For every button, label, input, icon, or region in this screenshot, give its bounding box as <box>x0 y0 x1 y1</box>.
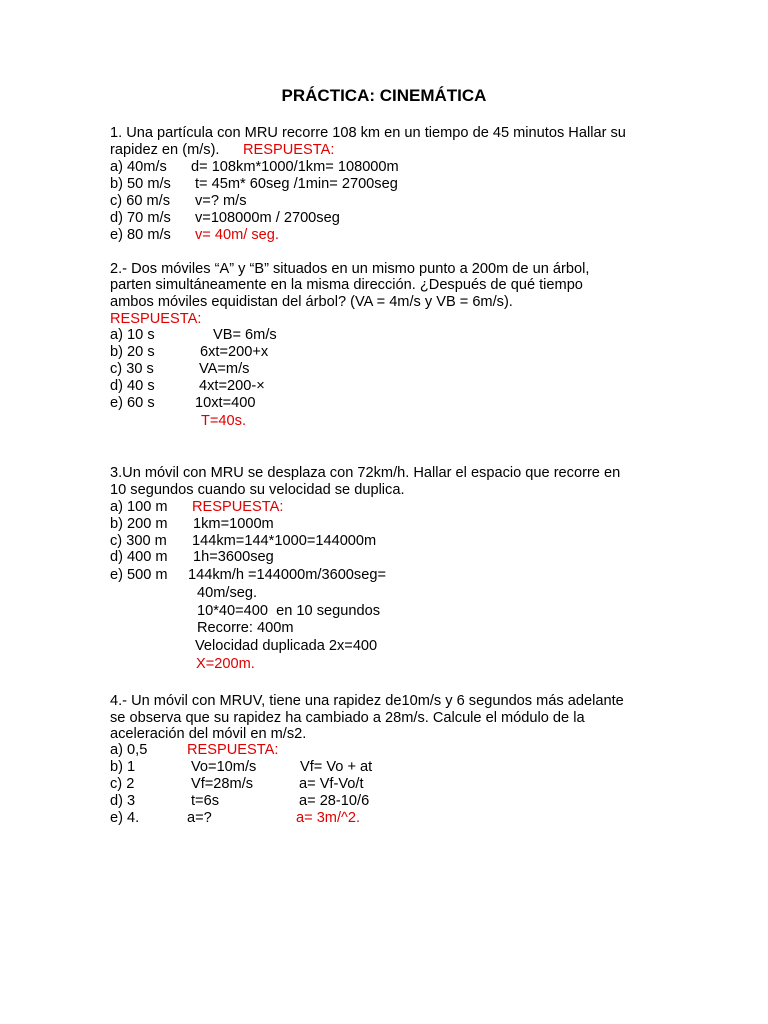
q4-answer: a= 3m/^2. <box>296 810 361 826</box>
q2-work-line: 6xt=200+x <box>200 344 269 360</box>
q1-statement-line-1: 1. Una partícula con MRU recorre 108 km en un tiempo de 45 minutos Hallar su <box>110 125 626 141</box>
q4-work-line: Vo=10m/s <box>191 759 257 775</box>
q1-option-d: d) 70 m/s <box>110 210 171 226</box>
q4-statement-line-2: se observa que su rapidez ha cambiado a 28m/s. Calcule el módulo de la <box>110 710 585 726</box>
q2-option-a: a) 10 s <box>110 327 155 343</box>
q3-option-a: a) 100 m <box>110 499 168 515</box>
q4-statement-line-1: 4.- Un móvil con MRUV, tiene una rapidez de10m/s y 6 segundos más adelante <box>110 693 624 709</box>
q1-option-b: b) 50 m/s <box>110 176 171 192</box>
q1-answer: v= 40m/ seg. <box>195 227 279 243</box>
q4-option-a: a) 0,5 <box>110 742 148 758</box>
q4-work-line: a= 28-10/6 <box>299 793 370 809</box>
q3-answer: X=200m. <box>196 656 255 672</box>
q3-option-b: b) 200 m <box>110 516 168 532</box>
q1-work-line: t= 45m* 60seg /1min= 2700seg <box>195 176 398 192</box>
q3-work-line: Recorre: 400m <box>197 620 294 636</box>
q2-option-b: b) 20 s <box>110 344 155 360</box>
q3-option-c: c) 300 m <box>110 533 167 549</box>
q2-work-line: 4xt=200-× <box>199 378 265 394</box>
q3-work-line: 40m/seg. <box>197 585 258 601</box>
q2-statement-line-3: ambos móviles equidistan del árbol? (VA = 4m/s y VB = 6m/s). <box>110 294 513 310</box>
q2-work-line: VA=m/s <box>199 361 250 377</box>
q3-work-line: 144km/h =144000m/3600seg= <box>188 567 386 583</box>
q3-option-d: d) 400 m <box>110 549 168 565</box>
q4-work-line: t=6s <box>191 793 219 809</box>
q1-response-label: RESPUESTA: <box>243 142 335 158</box>
q3-option-e: e) 500 m <box>110 567 168 583</box>
q2-work-line: 10xt=400 <box>195 395 256 411</box>
q3-work-line: 144km=144*1000=144000m <box>192 533 377 549</box>
q4-work-line: a= Vf-Vo/t <box>299 776 364 792</box>
q1-work-line: v=108000m / 2700seg <box>195 210 340 226</box>
q3-response-label: RESPUESTA: <box>192 499 284 515</box>
q3-work-line: 1km=1000m <box>193 516 274 532</box>
q1-option-c: c) 60 m/s <box>110 193 171 209</box>
q4-work-line: Vf=28m/s <box>191 776 254 792</box>
q2-statement-line-2: parten simultáneamente en la misma dirección. ¿Después de qué tiempo <box>110 277 583 293</box>
q3-work-line: 1h=3600seg <box>193 549 274 565</box>
q4-option-e: e) 4. <box>110 810 140 826</box>
q3-work-line: 10*40=400 en 10 segundos <box>197 603 380 619</box>
q3-work-line: Velocidad duplicada 2x=400 <box>195 638 378 654</box>
page-title: PRÁCTICA: CINEMÁTICA <box>281 86 487 105</box>
q3-statement-line-2: 10 segundos cuando su velocidad se duplica. <box>110 482 405 498</box>
q4-statement-line-3: aceleración del móvil en m/s2. <box>110 726 307 742</box>
q2-work-line: VB= 6m/s <box>213 327 277 343</box>
q2-option-c: c) 30 s <box>110 361 154 377</box>
q4-response-label: RESPUESTA: <box>187 742 279 758</box>
q1-option-e: e) 80 m/s <box>110 227 171 243</box>
q2-option-e: e) 60 s <box>110 395 155 411</box>
q4-option-b: b) 1 <box>110 759 136 775</box>
q2-response-label: RESPUESTA: <box>110 311 202 327</box>
q4-option-d: d) 3 <box>110 793 136 809</box>
q2-option-d: d) 40 s <box>110 378 155 394</box>
q4-work-line: a=? <box>187 810 212 826</box>
q3-statement-line-1: 3.Un móvil con MRU se desplaza con 72km/h. Hallar el espacio que recorre en <box>110 465 621 481</box>
q4-option-c: c) 2 <box>110 776 135 792</box>
q4-work-line: Vf= Vo + at <box>300 759 373 775</box>
q2-statement-line-1: 2.- Dos móviles “A” y “B” situados en un mismo punto a 200m de un árbol, <box>110 261 590 277</box>
q1-work-line: v=? m/s <box>195 193 247 209</box>
q1-option-a: a) 40m/s <box>110 159 167 175</box>
q2-answer: T=40s. <box>201 413 247 429</box>
q1-work-line: d= 108km*1000/1km= 108000m <box>191 159 399 175</box>
q1-statement-line-2: rapidez en (m/s). <box>110 142 220 158</box>
